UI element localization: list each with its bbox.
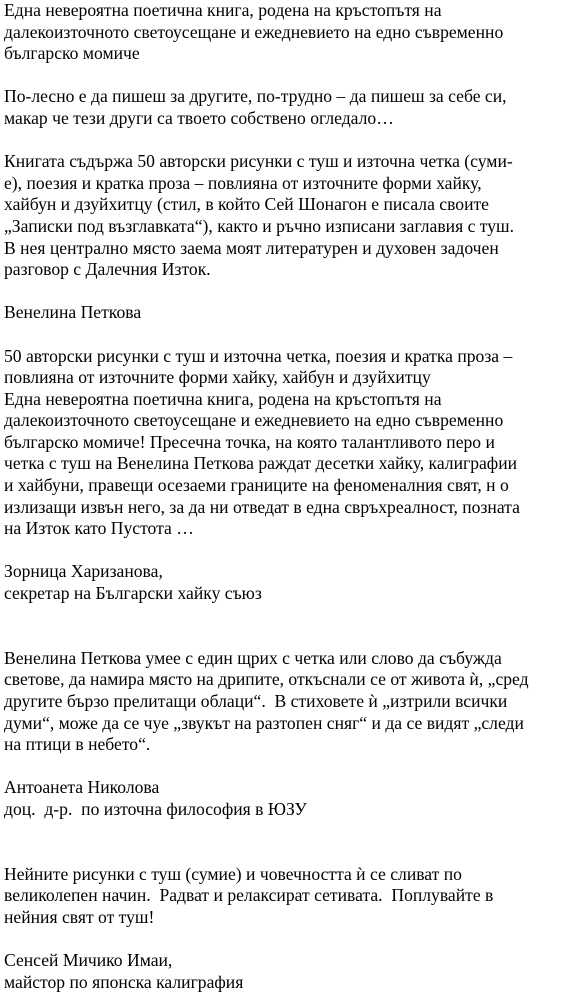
description-paragraph — [4, 151, 580, 281]
text-line: хайбун и дзуйхитцу (стил, в който Сей Шонагон е писала своите — [4, 194, 489, 215]
review-imai — [4, 864, 580, 929]
paragraph-spacer — [4, 65, 580, 87]
text-line: 50 авторски рисунки с туш и източна четка, поезия и кратка проза – — [4, 345, 513, 366]
text-line: разговор с Далечния Изток. — [4, 259, 211, 280]
reviewer-title: секретар на Български хайку съюз — [4, 583, 262, 604]
text-line: Една невероятна поетична книга, родена на кръстопътя на — [4, 0, 442, 20]
text-line: четка с туш на Венелина Петкова раждат десетки хайку, калиграфии — [4, 453, 518, 474]
text-line: думи“, може да се чуе „звукът на разтопен сняг“ и да се видят „следи — [4, 712, 524, 733]
intro-paragraph — [4, 0, 580, 65]
paragraph-spacer — [4, 130, 580, 152]
reviewer-name: Зорница Харизанова, — [4, 561, 163, 582]
text-line: Нейните рисунки с туш (сумие) и човечността ѝ се сливат по — [4, 863, 462, 884]
text-line: нейния свят от туш! — [4, 906, 155, 927]
text-line: излизащи извън него, за да ни отведат в една свръхреалност, позната — [4, 496, 520, 517]
text-line: Една невероятна поетична книга, родена на кръстопътя на — [4, 388, 442, 409]
text-line: повлияна от източните форми хайку, хайбун и дзуйхитцу — [4, 367, 431, 388]
paragraph-spacer — [4, 756, 580, 778]
text-line: далекоизточното светоусещане и ежедневието на едно съвременно — [4, 410, 504, 431]
text-line: Венелина Петкова умее с един щрих с четка или слово да събужда — [4, 647, 502, 668]
text-line: „Записки под възглавката“), както и ръчно изписани заглавия с туш. — [4, 215, 514, 236]
document-body — [4, 0, 580, 993]
review-nikolova — [4, 648, 580, 756]
paragraph-spacer — [4, 821, 580, 864]
paragraph-spacer — [4, 281, 580, 303]
text-line: далекоизточното светоусещане и ежедневието на едно съвременно — [4, 21, 504, 42]
author-name: Венелина Петкова — [4, 302, 142, 323]
text-line: великолепен начин. Радват и релаксират сетивата. Поплувайте в — [4, 885, 494, 906]
paragraph-spacer — [4, 929, 580, 951]
reviewer-name: Антоанета Николова — [4, 777, 160, 798]
text-line: В нея централно място заема моят литературен и духовен задочен — [4, 237, 499, 258]
text-line: българско момиче! Пресечна точка, на която талантливото перо и — [4, 431, 495, 452]
paragraph-spacer — [4, 540, 580, 562]
reviewer-signature — [4, 950, 580, 993]
text-line: По-лесно е да пишеш за другите, по-трудно – да пишеш за себе си, — [4, 86, 507, 107]
reviewer-signature — [4, 777, 580, 820]
text-line: макар че тези други са твоето собствено огледало… — [4, 107, 394, 128]
paragraph-spacer — [4, 324, 580, 346]
text-line: светове, да намира място на дрипите, откъснали се от живота ѝ, „сред — [4, 669, 529, 690]
reviewer-title: майстор по японска калиграфия — [4, 971, 244, 992]
review-harizanova — [4, 346, 580, 540]
text-line: другите бързо прелитащи облаци“. В стиховете ѝ „изтрили всички — [4, 691, 508, 711]
text-line: е), поезия и кратка проза – повлияна от източните форми хайку, — [4, 172, 482, 193]
text-line: българско момиче — [4, 43, 140, 64]
reviewer-title: доц. д-р. по източна философия в ЮЗУ — [4, 798, 307, 819]
reviewer-name: Сенсей Мичико Имаи, — [4, 950, 173, 971]
reviewer-signature — [4, 561, 580, 604]
text-line: на Изток като Пустота … — [4, 518, 194, 539]
text-line: на птици в небето“. — [4, 734, 151, 755]
paragraph-spacer — [4, 605, 580, 648]
text-line: и хайбуни, правещи осезаеми границите на феноменалния свят, н о — [4, 475, 509, 496]
quote-paragraph — [4, 86, 580, 129]
text-line: Книгата съдържа 50 авторски рисунки с туш и източна четка (суми- — [4, 151, 513, 172]
